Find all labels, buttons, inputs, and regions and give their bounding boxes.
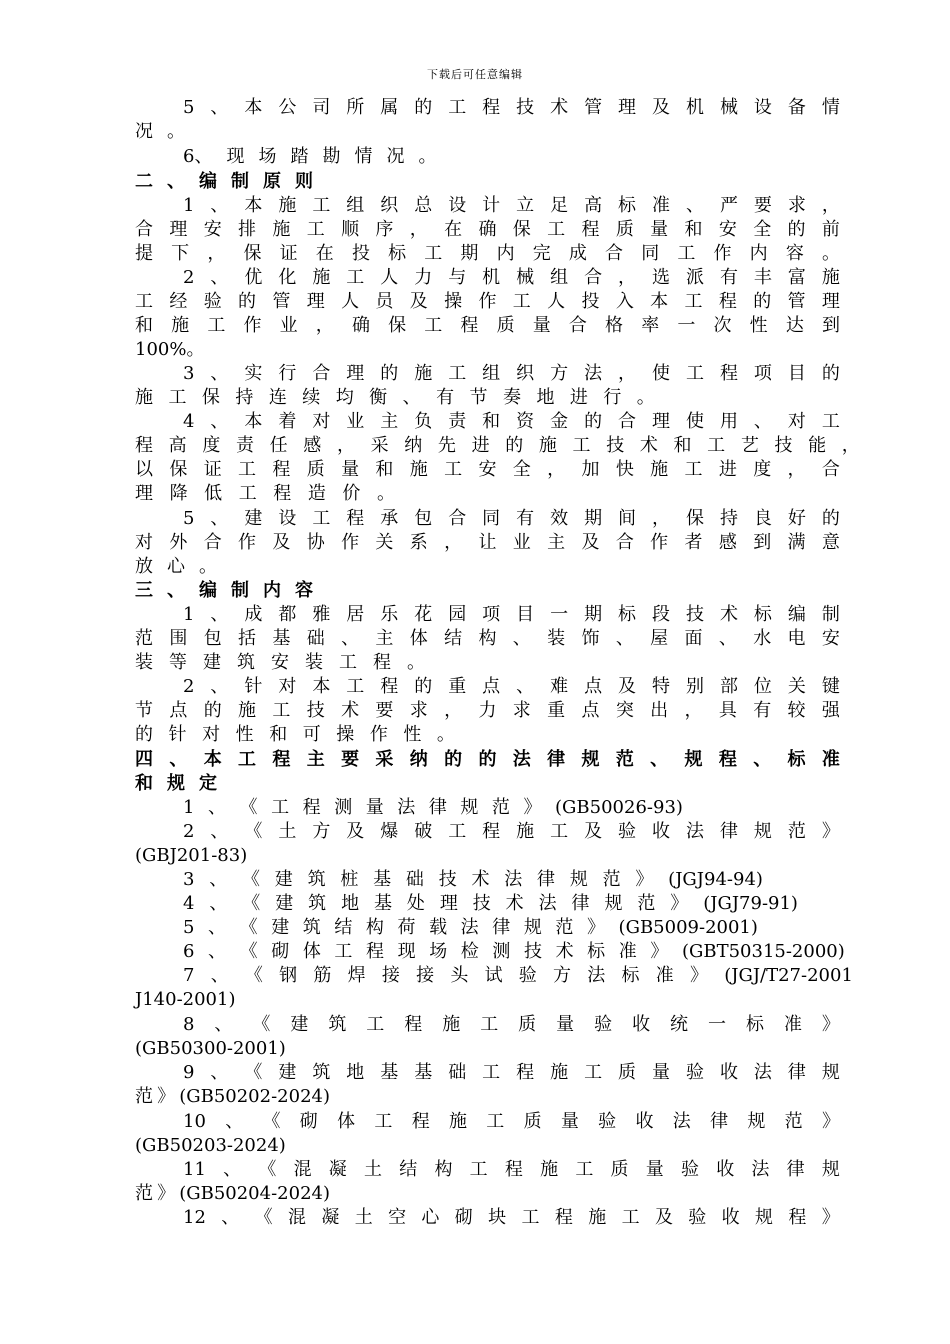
text-line: 1 、 《 工 程 测 量 法 律 规 范 》 (GB50026-93) xyxy=(183,797,683,818)
text-line: 5 、 本 公 司 所 属 的 工 程 技 术 管 理 及 机 械 设 备 情 xyxy=(183,97,840,118)
text-line: 以 保 证 工 程 质 量 和 施 工 安 全 ， 加 快 施 工 进 度 ， 合 xyxy=(135,459,840,480)
text-line: 施 工 保 持 连 续 均 衡 、 有 节 奏 地 进 行 。 xyxy=(135,387,655,408)
text-line: 6 、 现 场 踏 勘 情 况 。 xyxy=(183,146,437,167)
text-line: 的 针 对 性 和 可 操 作 性 。 xyxy=(135,724,455,745)
text-line: 范 》 (GB50204-2024) xyxy=(135,1183,330,1204)
text-line: 程 高 度 责 任 感 ， 采 纳 先 进 的 施 工 技 术 和 工 艺 技 能 ， xyxy=(135,435,860,456)
text-line: 四 、 本 工 程 主 要 采 纳 的 的 法 律 规 范 、 规 程 、 标 准 xyxy=(135,749,840,770)
text-line: 和 施 工 作 业 ， 确 保 工 程 质 量 合 格 率 一 次 性 达 到 xyxy=(135,315,840,336)
text-line: 范 围 包 括 基 础 、 主 体 结 构 、 装 饰 、 屋 面 、 水 电 安 xyxy=(135,628,840,649)
text-line: 4 、 《 建 筑 地 基 处 理 技 术 法 律 规 范 》 (JGJ79-91) xyxy=(183,893,798,914)
text-line: 2 、 优 化 施 工 人 力 与 机 械 组 合 ， 选 派 有 丰 富 施 xyxy=(183,267,840,288)
text-line: 和 规 定 xyxy=(135,773,217,794)
text-line: 9 、 《 建 筑 地 基 基 础 工 程 施 工 质 量 验 收 法 律 规 xyxy=(183,1062,840,1083)
text-line: 5 、 《 建 筑 结 构 荷 载 法 律 规 范 》 (GB5009-2001) xyxy=(183,917,758,938)
text-line: 况 。 xyxy=(135,121,185,142)
text-line: 11 、 《 混 凝 土 结 构 工 程 施 工 质 量 验 收 法 律 规 xyxy=(183,1159,840,1180)
text-line: 三 、 编 制 内 容 xyxy=(135,580,313,601)
text-line: 5 、 建 设 工 程 承 包 合 同 有 效 期 间 ， 保 持 良 好 的 xyxy=(183,508,840,529)
text-line: 节 点 的 施 工 技 术 要 求 ， 力 求 重 点 突 出 ， 具 有 较 强 xyxy=(135,700,840,721)
text-line: 装 等 建 筑 安 装 工 程 。 xyxy=(135,652,425,673)
text-line: 提 下 ， 保 证 在 投 标 工 期 内 完 成 合 同 工 作 内 容 。 xyxy=(135,243,840,264)
text-line: 2 、 《 土 方 及 爆 破 工 程 施 工 及 验 收 法 律 规 范 》 xyxy=(183,821,840,842)
text-line: (GBJ201-83) xyxy=(135,845,248,866)
text-line: 4 、 本 着 对 业 主 负 责 和 资 金 的 合 理 使 用 、 对 工 xyxy=(183,411,840,432)
text-line: (GB50300-2001) xyxy=(135,1038,286,1059)
text-line: 1 、 成 都 雅 居 乐 花 园 项 目 一 期 标 段 技 术 标 编 制 xyxy=(183,604,840,625)
text-line: 3 、 《 建 筑 桩 基 础 技 术 法 律 规 范 》 (JGJ94-94) xyxy=(183,869,763,890)
text-line: 工 经 验 的 管 理 人 员 及 操 作 工 人 投 入 本 工 程 的 管 理 xyxy=(135,291,840,312)
text-line: 8 、 《 建 筑 工 程 施 工 质 量 验 收 统 一 标 准 》 xyxy=(183,1014,840,1035)
text-line: 理 降 低 工 程 造 价 。 xyxy=(135,483,395,504)
text-line: 7 、 《 钢 筋 焊 接 接 头 试 验 方 法 标 准 》 (JGJ/T27-2001 xyxy=(183,965,853,986)
text-line: 1 、 本 施 工 组 织 总 设 计 立 足 高 标 准 、 严 要 求 ， xyxy=(183,195,840,216)
text-line: 二 、 编 制 原 则 xyxy=(135,171,313,192)
text-line: 合 理 安 排 施 工 顺 序 ， 在 确 保 工 程 质 量 和 安 全 的 前 xyxy=(135,219,840,240)
text-line: 10 、 《 砌 体 工 程 施 工 质 量 验 收 法 律 规 范 》 xyxy=(183,1111,840,1132)
page-header: 下载后可任意编辑 xyxy=(427,68,523,81)
text-line: 对 外 合 作 及 协 作 关 系 ， 让 业 主 及 合 作 者 感 到 满 意 xyxy=(135,532,840,553)
text-line: (GB50203-2024) xyxy=(135,1135,286,1156)
text-line: 6 、 《 砌 体 工 程 现 场 检 测 技 术 标 准 》 (GBT50315-2000) xyxy=(183,941,845,962)
text-line: 2 、 针 对 本 工 程 的 重 点 、 难 点 及 特 别 部 位 关 键 xyxy=(183,676,840,697)
text-line: 12 、 《 混 凝 土 空 心 砌 块 工 程 施 工 及 验 收 规 程 》 xyxy=(183,1207,840,1228)
text-line: J140-2001) xyxy=(135,989,236,1010)
text-line: 范 》 (GB50202-2024) xyxy=(135,1086,330,1107)
text-line: 100% 。 xyxy=(135,339,205,360)
text-line: 3 、 实 行 合 理 的 施 工 组 织 方 法 ， 使 工 程 项 目 的 xyxy=(183,363,840,384)
text-line: 放 心 。 xyxy=(135,556,217,577)
